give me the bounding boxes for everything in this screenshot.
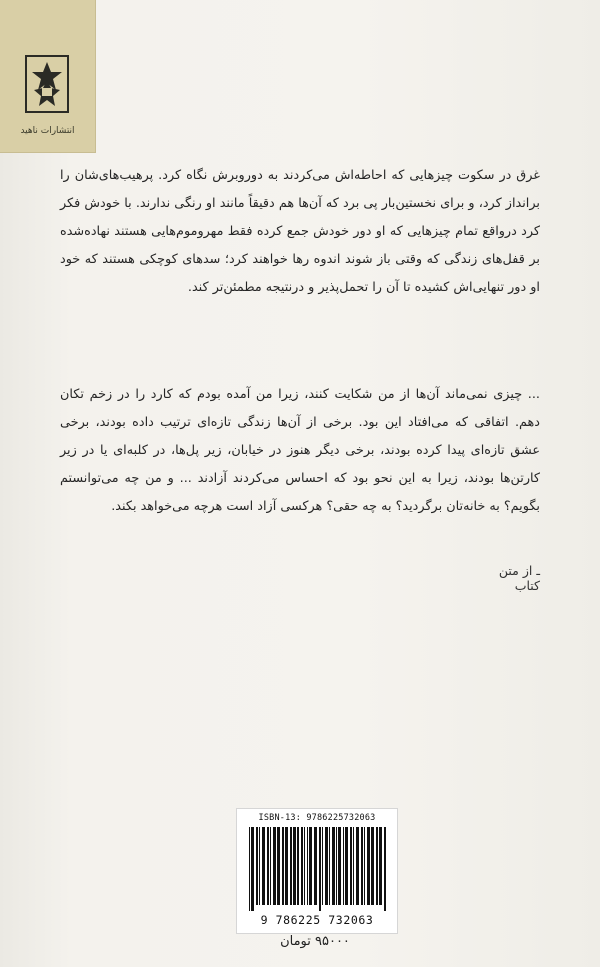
star-book-icon xyxy=(20,52,74,116)
barcode-bar xyxy=(371,827,374,905)
barcode-bar xyxy=(307,827,308,905)
barcode-bar xyxy=(259,827,260,905)
barcode-bar xyxy=(309,827,312,905)
barcode-bar xyxy=(322,827,323,905)
barcode-bar xyxy=(319,827,321,911)
barcode-bar xyxy=(367,827,370,905)
isbn-label: ISBN-13: 9786225732063 xyxy=(258,813,376,823)
price-label: ۹۵۰۰۰ تومان xyxy=(280,934,350,949)
barcode-bar xyxy=(361,827,363,905)
barcode-bar xyxy=(262,827,265,905)
barcode-bar xyxy=(273,827,276,905)
barcode-bar xyxy=(338,827,341,905)
barcode-bars xyxy=(245,827,389,911)
barcode-bar xyxy=(249,827,250,911)
barcode-bar xyxy=(304,827,305,905)
barcode-bar xyxy=(251,827,254,911)
barcode-block xyxy=(236,808,398,934)
barcode-bar xyxy=(293,827,296,905)
barcode-bar xyxy=(384,827,386,911)
barcode-bar xyxy=(343,827,344,905)
barcode-bar xyxy=(290,827,292,905)
barcode-bar xyxy=(297,827,299,905)
isbn-digits: 9 786225 732063 xyxy=(260,913,374,927)
barcode-bar xyxy=(285,827,288,905)
barcode-bar xyxy=(350,827,352,905)
barcode-bar xyxy=(345,827,348,905)
barcode-bar xyxy=(270,827,271,905)
barcode-bar xyxy=(325,827,328,905)
publisher-name: انتشارات ناهید xyxy=(20,126,75,136)
barcode-bar xyxy=(356,827,359,905)
source-note: ـ از متن کتاب xyxy=(498,563,540,593)
barcode-bar xyxy=(376,827,378,905)
barcode-bar xyxy=(267,827,269,905)
barcode-bar xyxy=(301,827,303,905)
barcode-bar xyxy=(332,827,335,905)
barcode-bar xyxy=(329,827,330,905)
barcode-bar xyxy=(282,827,284,905)
barcode-bar xyxy=(336,827,337,905)
excerpt-paragraph-2: ... چیزی نمی‌ماند آن‌ها از من شکایت کنند، زیرا من آمده بودم که کارد را در زخم تکان دهم. اتفاقی که می‌افتاد این بود. برخی از آن‌ها زندگی تازه‌ای ترتیب داده بودند، برخی عشق تازه‌ای پیدا کرده بودند، برخی دیگر هنوز در خیابان، زیر پل‌ها، در کلبه‌ای یا در زیر کارتن‌ها بودند، زیرا به این نحو بود که احساس می‌کردند آزادند ... و من چه می‌توانستم بگویم؟ به خانه‌تان برگردید؟ به چه حقی؟ هرکسی آزاد است هرچه می‌خواهد بکند. xyxy=(60,387,540,514)
barcode-bar xyxy=(353,827,354,905)
excerpt-paragraph-1: غرق در سکوت چیزهایی که احاطه‌اش می‌کردند به دوروبرش نگاه کرد. پرهیب‌های‌شان را برانداز کرد، و برای نخستین‌بار پی برد که آن‌ها هم دقیقاً مانند او رنگی ندارند. با خودش فکر کرد درواقع تمام چیزهایی که او دور خودش جمع کرده فقط مهروموم‌هایی هستند نهاده‌شده بر قفل‌های زندگی که وقتی باز شوند اندوه رها خواهند کرد؛ سدهای کوچکی هستند که خود او دور تنهایی‌اش کشیده تا آن را تحمل‌پذیر و درنتیجه مطمئن‌تر کند. xyxy=(60,168,540,295)
barcode-bar xyxy=(256,827,258,905)
barcode-bar xyxy=(314,827,317,905)
barcode-bar xyxy=(277,827,280,905)
barcode-bar xyxy=(364,827,365,905)
barcode-bar xyxy=(379,827,382,905)
publisher-logo-box xyxy=(0,0,96,153)
